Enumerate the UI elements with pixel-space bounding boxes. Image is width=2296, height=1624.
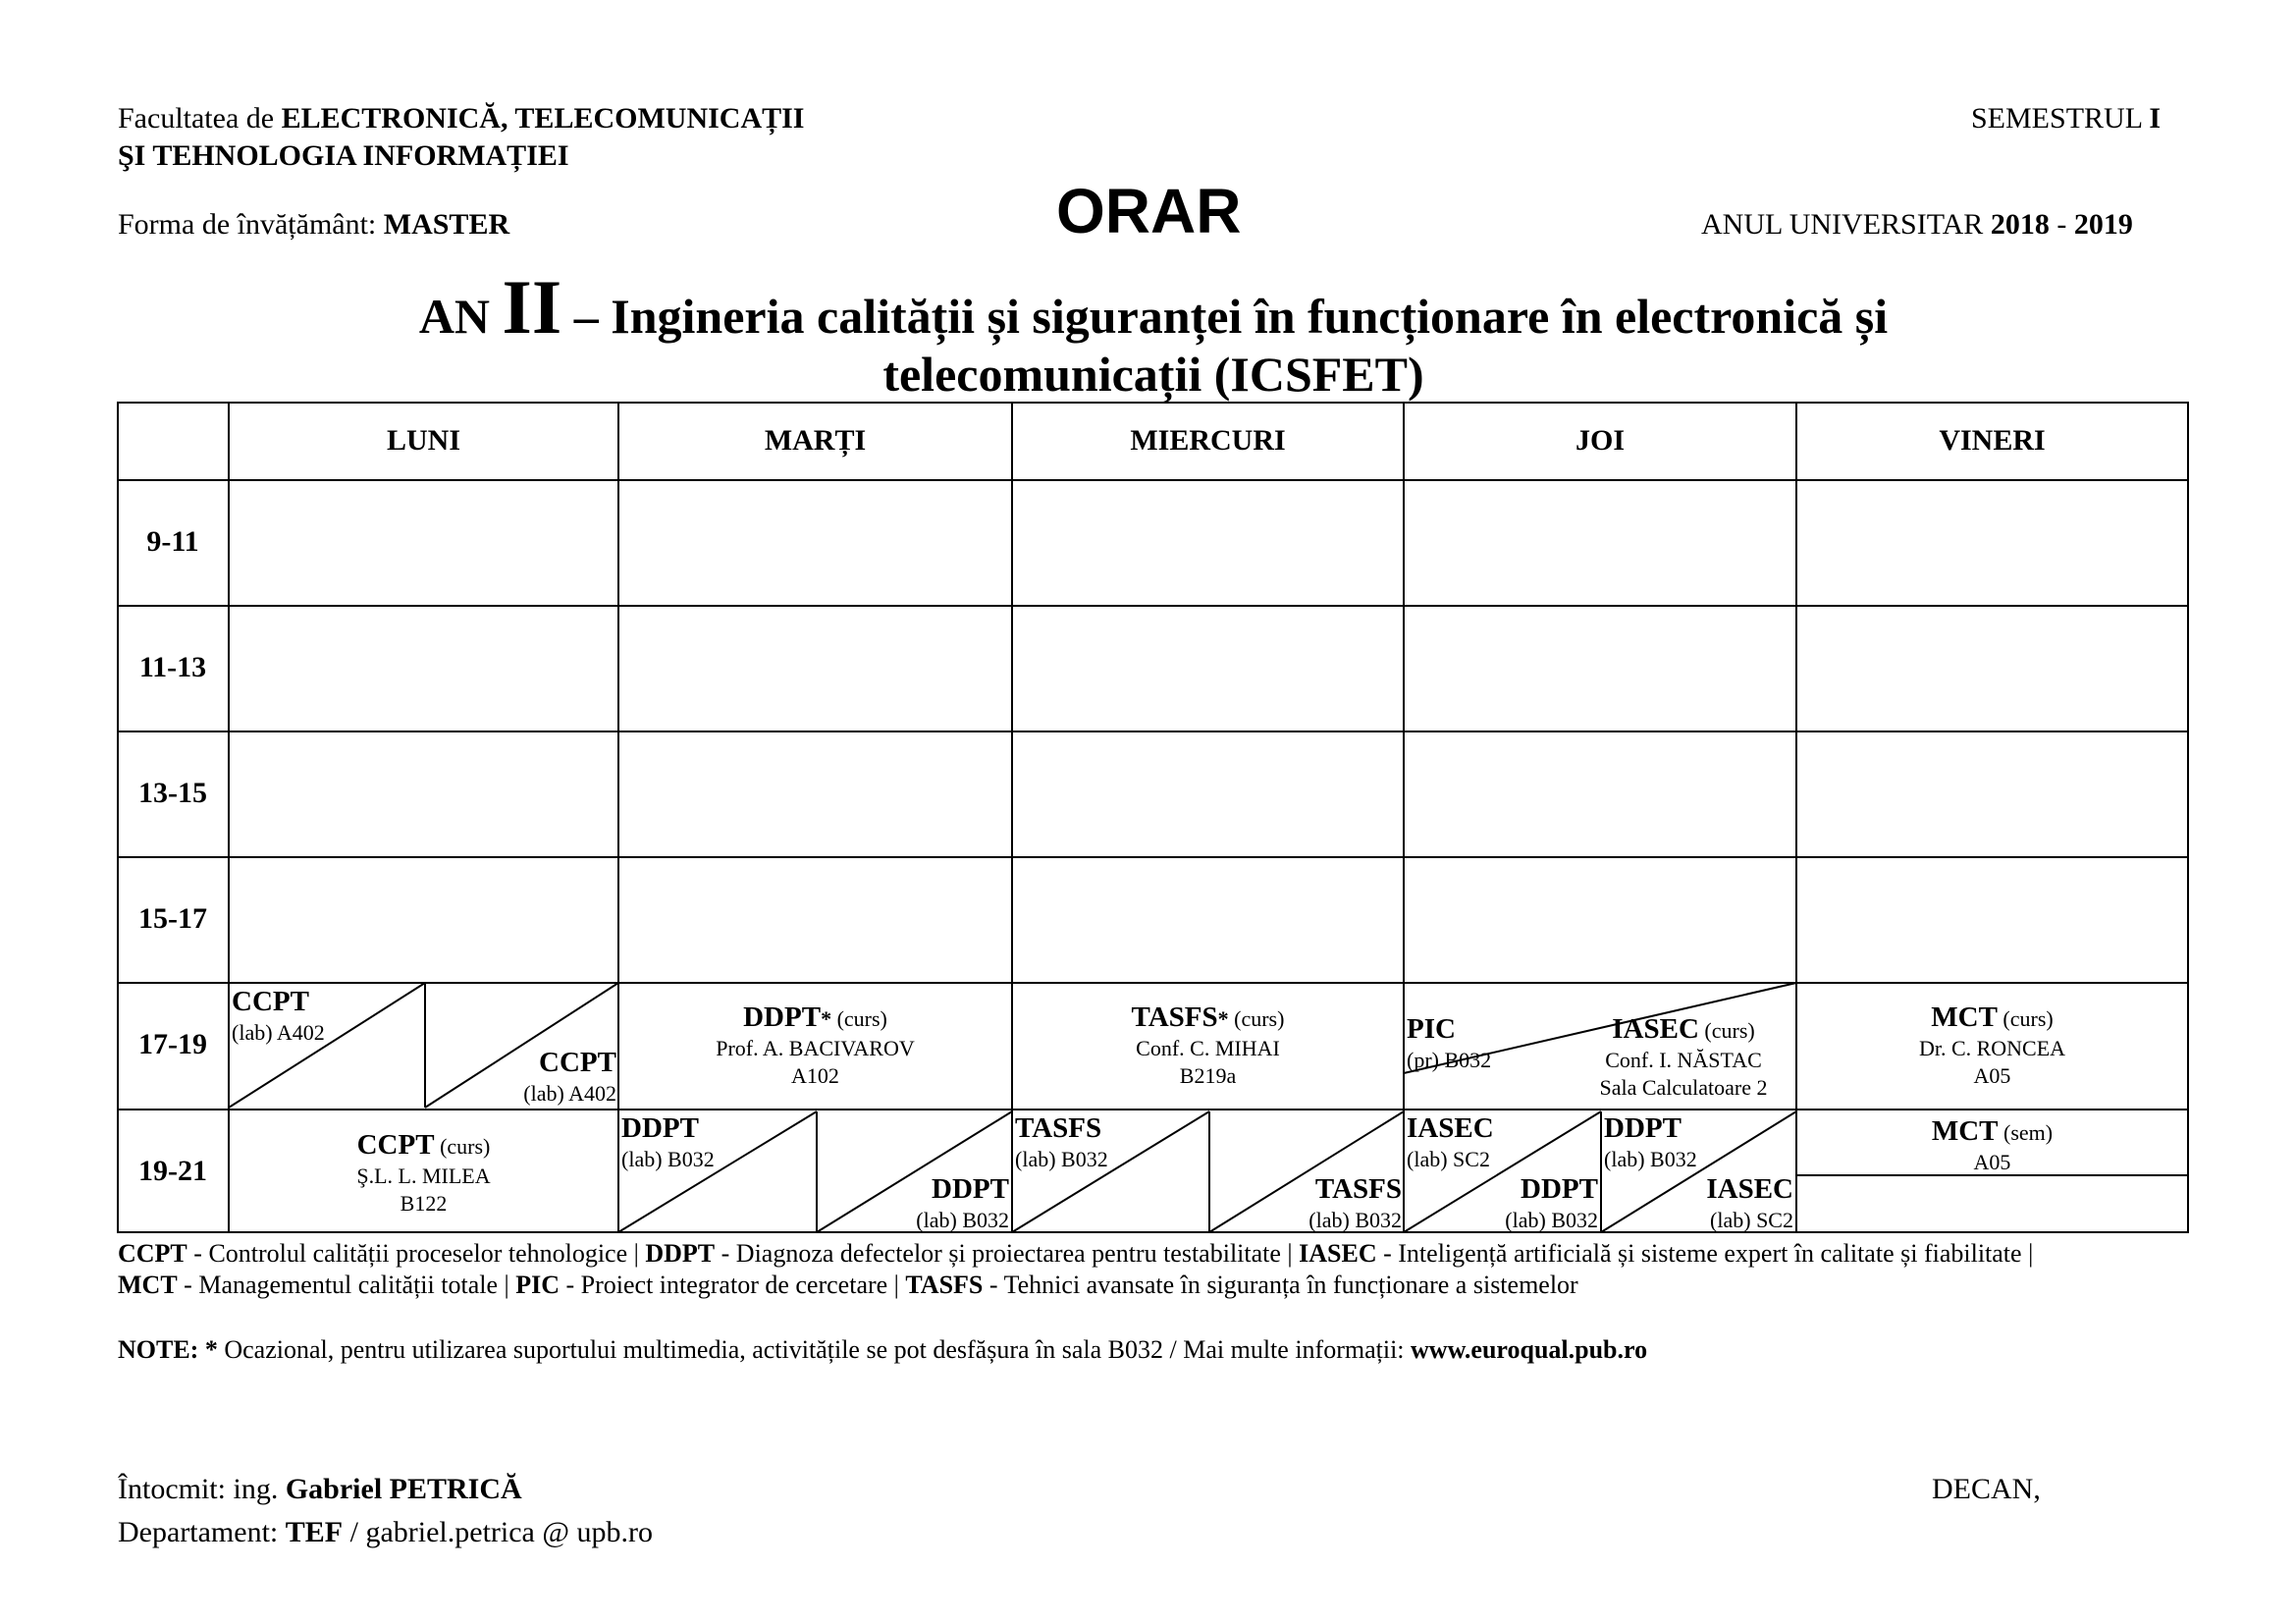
euroqual-link[interactable]: www.euroqual.pub.ro [1411, 1335, 1648, 1364]
luni-17-19-right: CCPT (lab) A402 [523, 1047, 616, 1107]
faculty-line-2: ŞI TEHNOLOGIA INFORMAȚIEI [118, 139, 569, 172]
time-15-17: 15-17 [138, 902, 207, 935]
document-title: ORAR [1056, 176, 1242, 246]
legend-line-1: CCPT - Controlul calității proceselor tehnologice | DDPT - Diagnoza defectelor și proiectarea pentru testabilitate | IASEC - Inteligență artificială și sisteme expert în calitate și fiabilitate | [118, 1239, 2034, 1268]
joi-19-21-a-left: IASEC (lab) SC2 [1407, 1112, 1494, 1172]
joi-17-19-right: IASEC (curs) Conf. I. NĂSTAC Sala Calculatoare 2 [1599, 1013, 1768, 1100]
time-9-11: 9-11 [146, 525, 199, 558]
joi-19-21-b-right: IASEC (lab) SC2 [1706, 1173, 1793, 1233]
note: NOTE: * Ocazional, pentru utilizarea suportului multimedia, activitățile se pot desfășura în sala B032 / Mai multe informații: www.euroqual.pub.ro [118, 1335, 1648, 1364]
miercuri-17-19: TASFS* (curs) Conf. C. MIHAI B219a [1131, 1001, 1285, 1088]
day-header-joi: JOI [1575, 424, 1625, 457]
day-header-luni: LUNI [386, 424, 460, 457]
dean-label: DECAN, [1932, 1473, 2041, 1505]
marti-19-21-left: DDPT (lab) B032 [621, 1112, 715, 1172]
legend-line-2: MCT - Managementul calității totale | PIC - Proiect integrator de cercetare | TASFS - Tehnici avansate în siguranța în funcționare a sistemelor [118, 1271, 1578, 1299]
time-19-21: 19-21 [138, 1155, 207, 1187]
joi-17-19-left: PIC (pr) B032 [1407, 1013, 1492, 1073]
luni-17-19-left: CCPT (lab) A402 [232, 986, 325, 1046]
joi-19-21-b-left: DDPT (lab) B032 [1604, 1112, 1697, 1172]
study-form: Forma de învățământ: MASTER [118, 208, 510, 241]
luni-19-21: CCPT (curs) Ş.L. L. MILEA B122 [356, 1129, 491, 1216]
prepared-by: Întocmit: ing. Gabriel PETRICĂ [118, 1473, 522, 1505]
vineri-17-19: MCT (curs) Dr. C. RONCEA A05 [1918, 1001, 2066, 1088]
vineri-19-21: MCT (sem) A05 [1931, 1115, 2054, 1175]
day-header-vineri: VINERI [1939, 424, 2046, 457]
day-header-marti: MARȚI [764, 424, 867, 457]
time-17-19: 17-19 [138, 1028, 207, 1060]
joi-19-21-a-right: DDPT (lab) B032 [1505, 1173, 1598, 1233]
department-email[interactable]: gabriel.petrica @ upb.ro [365, 1516, 653, 1548]
time-13-15: 13-15 [138, 777, 207, 809]
academic-year: ANUL UNIVERSITAR 2018 - 2019 [1701, 208, 2133, 241]
miercuri-19-21-right: TASFS (lab) B032 [1308, 1173, 1402, 1233]
department: Departament: TEF / gabriel.petrica @ upb.ro [118, 1516, 653, 1548]
marti-17-19: DDPT* (curs) Prof. A. BACIVAROV A102 [716, 1001, 915, 1088]
semester: SEMESTRUL I [1971, 102, 2162, 135]
miercuri-19-21-left: TASFS (lab) B032 [1015, 1112, 1108, 1172]
time-11-13: 11-13 [138, 651, 207, 683]
faculty-line-1: Facultatea de ELECTRONICĂ, TELECOMUNICAȚII [118, 102, 805, 135]
program-title-line-1: AN II – Ingineria calității și siguranței în funcționare în electronică și [418, 264, 1889, 350]
program-title-line-2: telecomunicații (ICSFET) [882, 347, 1424, 402]
day-header-miercuri: MIERCURI [1130, 424, 1286, 457]
marti-19-21-right: DDPT (lab) B032 [916, 1173, 1009, 1233]
